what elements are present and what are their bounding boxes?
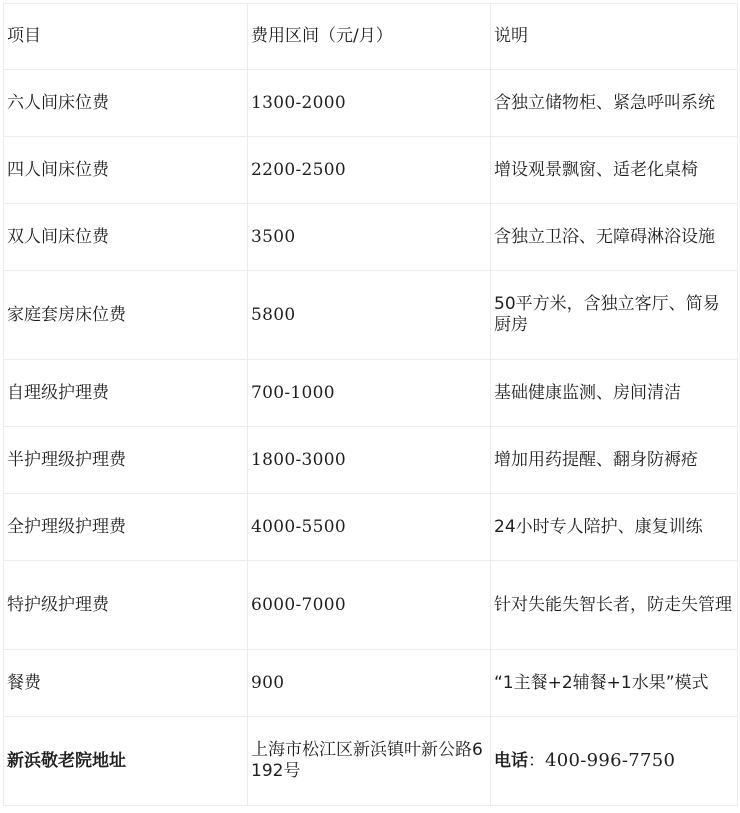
table-row [4, 427, 738, 494]
item-cell: 双人间床位费 [4, 204, 248, 271]
table-row [4, 70, 738, 137]
fee-cell: 3500 [248, 204, 491, 271]
note-cell: 24小时专人陪护、康复训练 [491, 494, 738, 561]
fee-cell: 700-1000 [248, 360, 491, 427]
fee-cell: 1800-3000 [248, 427, 491, 494]
phone-number: 400-996-7750 [545, 750, 676, 771]
phone-cell [491, 717, 738, 806]
phone-label: 电话 [494, 751, 528, 771]
item-cell: 家庭套房床位费 [4, 271, 248, 360]
item-cell: 半护理级护理费 [4, 427, 248, 494]
fee-cell: 2200-2500 [248, 137, 491, 204]
note-cell: 增加用药提醒、翻身防褥疮 [491, 427, 738, 494]
item-cell: 特护级护理费 [4, 561, 248, 650]
table-header-row [4, 4, 738, 70]
fee-cell: 6000-7000 [248, 561, 491, 650]
item-cell: 自理级护理费 [4, 360, 248, 427]
note-cell: 含独立储物柜、紧急呼叫系统 [491, 70, 738, 137]
note-cell: 50平方米，含独立客厅、简易厨房 [491, 271, 738, 360]
note-cell: “1主餐+2辅餐+1水果”模式 [491, 650, 738, 717]
fee-cell: 1300-2000 [248, 70, 491, 137]
note-cell: 含独立卫浴、无障碍淋浴设施 [491, 204, 738, 271]
item-cell: 四人间床位费 [4, 137, 248, 204]
fee-cell: 4000-5500 [248, 494, 491, 561]
table-row [4, 494, 738, 561]
note-cell: 基础健康监测、房间清洁 [491, 360, 738, 427]
item-cell: 全护理级护理费 [4, 494, 248, 561]
table-row [4, 137, 738, 204]
table-row [4, 561, 738, 650]
header-fee-range: 费用区间（元/月） [248, 4, 491, 70]
phone-separator: ： [528, 751, 545, 771]
item-cell: 餐费 [4, 650, 248, 717]
table-row [4, 360, 738, 427]
fee-cell: 5800 [248, 271, 491, 360]
address-row [4, 717, 738, 806]
note-cell: 增设观景飘窗、适老化桌椅 [491, 137, 738, 204]
table-row [4, 650, 738, 717]
fee-cell: 900 [248, 650, 491, 717]
address-value: 上海市松江区新浜镇叶新公路6192号 [248, 717, 491, 806]
fee-table [3, 3, 738, 806]
table-row [4, 271, 738, 360]
table-row [4, 204, 738, 271]
header-item: 项目 [4, 4, 248, 70]
header-description: 说明 [491, 4, 738, 70]
note-cell: 针对失能失智长者，防走失管理 [491, 561, 738, 650]
address-label: 新浜敬老院地址 [4, 717, 248, 806]
item-cell: 六人间床位费 [4, 70, 248, 137]
